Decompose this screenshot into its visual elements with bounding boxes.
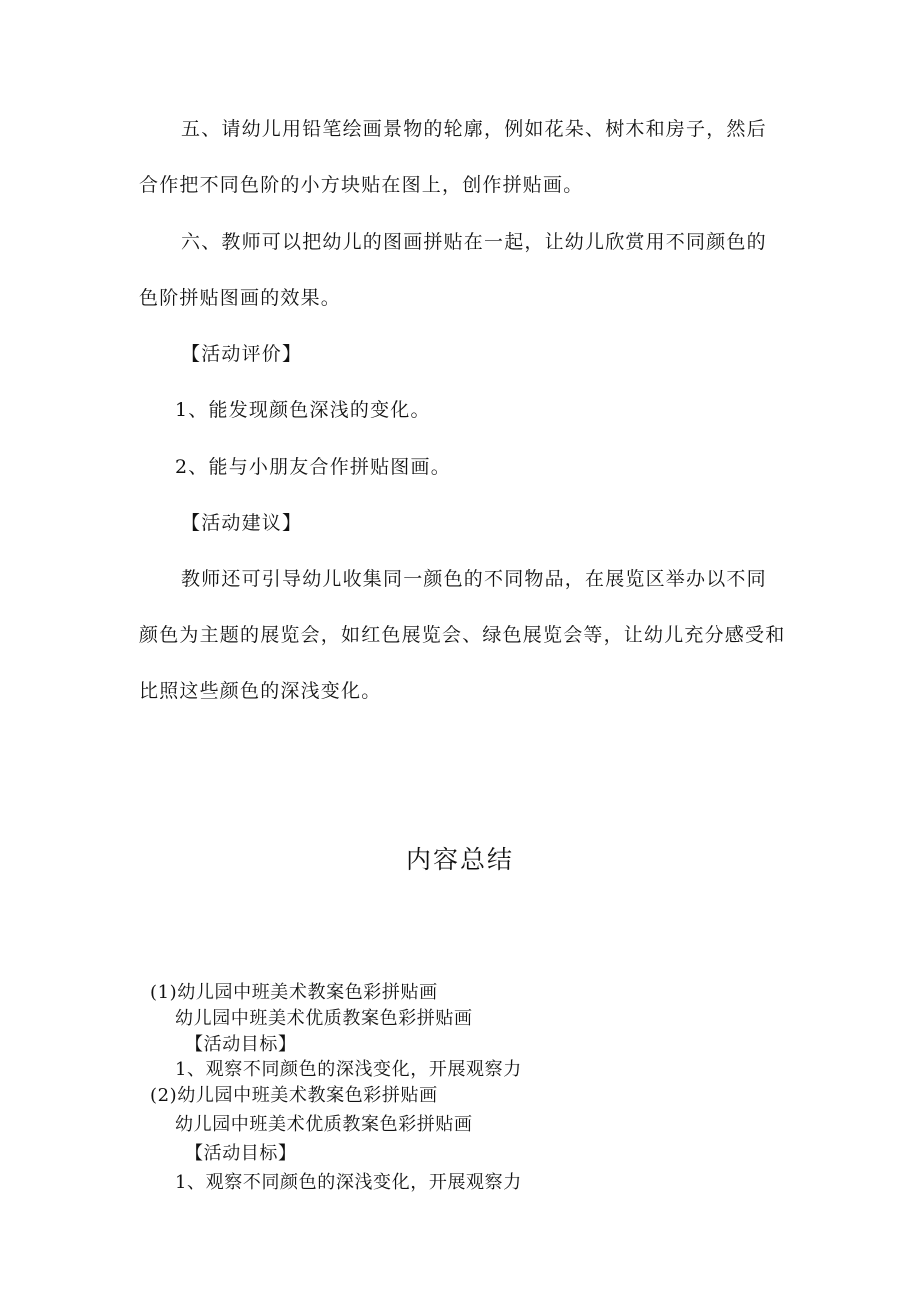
advice-line-2: 颜色为主题的展览会，如红色展览会、绿色展览会等，让幼儿充分感受和	[139, 624, 786, 646]
summary-item-2-label: (2)幼儿园中班美术教案色彩拼贴画	[150, 1085, 438, 1106]
advice-line-1: 教师还可引导幼儿收集同一颜色的不同物品，在展览区举办以不同	[181, 568, 767, 590]
evaluation-item-1: 1、能发现颜色深浅的变化。	[175, 399, 431, 421]
paragraph-5-line-2: 合作把不同色阶的小方块贴在图上，创作拼贴画。	[139, 174, 584, 196]
summary-item-1-text: 1、观察不同颜色的深浅变化，开展观察力	[175, 1059, 522, 1080]
summary-item-2-subtitle: 幼儿园中班美术优质教案色彩拼贴画	[175, 1114, 473, 1135]
advice-line-3: 比照这些颜色的深浅变化。	[139, 680, 382, 702]
paragraph-6-line-1: 六、教师可以把幼儿的图画拼贴在一起，让幼儿欣赏用不同颜色的	[181, 231, 767, 253]
summary-item-1-label: (1)幼儿园中班美术教案色彩拼贴画	[150, 982, 438, 1003]
activity-advice-heading: 【活动建议】	[181, 512, 303, 534]
paragraph-6-line-2: 色阶拼贴图画的效果。	[139, 287, 342, 309]
evaluation-item-2: 2、能与小朋友合作拼贴图画。	[175, 456, 451, 478]
summary-item-1-heading: 【活动目标】	[185, 1034, 297, 1055]
activity-evaluation-heading: 【活动评价】	[181, 343, 303, 365]
summary-item-2-text: 1、观察不同颜色的深浅变化，开展观察力	[175, 1172, 522, 1193]
summary-item-2-heading: 【活动目标】	[185, 1143, 297, 1164]
paragraph-5-line-1: 五、请幼儿用铅笔绘画景物的轮廓，例如花朵、树木和房子，然后	[181, 118, 767, 140]
summary-item-1-subtitle: 幼儿园中班美术优质教案色彩拼贴画	[175, 1008, 473, 1029]
summary-title: 内容总结	[405, 845, 514, 874]
